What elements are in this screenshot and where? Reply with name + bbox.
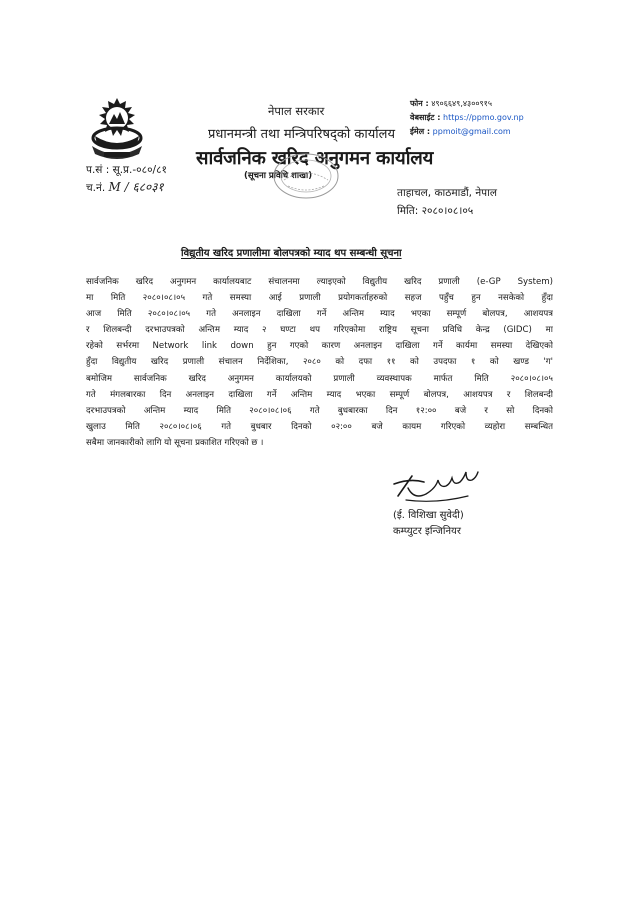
government-name: नेपाल सरकार bbox=[268, 104, 325, 118]
email-link[interactable]: ppmoit@gmail.com bbox=[432, 127, 511, 136]
ps-label: प.सं : bbox=[86, 164, 110, 176]
date-value: २०८०।०८।०५ bbox=[421, 205, 474, 217]
notice-subject: विद्युतीय खरिद प्रणालीमा बोलपत्रको म्याद थप सम्बन्धी सूचना bbox=[181, 248, 402, 259]
handwritten-signature bbox=[390, 466, 490, 506]
notice-body bbox=[86, 274, 553, 451]
contact-website bbox=[410, 114, 524, 122]
notice-line: बमोजिम सार्वजनिक खरिद अनुगमन कार्यालयको प्रणाली व्यवस्थापक मार्फत मिति २०८०।०८।०५ bbox=[86, 373, 553, 384]
signatory-name: (ई. विशिखा सुवेदी) bbox=[393, 510, 464, 521]
branch-name: (सूचना प्रविधि शाखा) bbox=[244, 171, 313, 181]
notice-line: रहेको सर्भरमा Network link down हुन गएको कारण अनलाइन दाखिला गर्ने कार्यमा समस्या देखिएको bbox=[86, 341, 553, 352]
phone-value: ४९०६६४९,४३००९१५ bbox=[431, 99, 493, 108]
email-label: ईमेल : bbox=[410, 127, 431, 136]
office-stamp bbox=[270, 150, 342, 200]
notice-line: गते मंगलबारका दिन अनलाइन दाखिला गर्ने अन्तिम म्याद भएका सम्पूर्ण बोलपत्र, आशयपत्र र शिलबन्दी bbox=[86, 389, 553, 400]
reference-cn bbox=[86, 181, 164, 194]
organization-name: सार्वजनिक खरिद अनुगमन कार्यालय bbox=[196, 148, 434, 169]
notice-line: मा मिति २०८०।०८।०५ गते समस्या आई प्रणाली प्रयोगकर्ताहरुको सहज पहुँच हुन नसकेको हुँदा bbox=[86, 293, 553, 304]
notice-line: आज मिति २०८०।०८।०५ गते अनलाइन दाखिला गर्ने अन्तिम म्याद भएका सम्पूर्ण बोलपत्र, आशयपत्र bbox=[86, 309, 553, 320]
notice-line: सार्वजनिक खरिद अनुगमन कार्यालयबाट संचालनमा ल्याइएको विद्युतीय खरिद प्रणाली (e-GP System) bbox=[86, 277, 553, 287]
notice-line: दरभाउपत्रको अन्तिम म्याद मिति २०८०।०८।०६ गते बुधबारका दिन १२:०० बजे र सो दिनको bbox=[86, 405, 553, 416]
notice-line: हुँदा विद्युतीय खरिद प्रणाली संचालन निर्देशिका, २०८० को दफा ११ को उपदफा १ को खण्ड 'ग' bbox=[86, 357, 553, 368]
contact-phone bbox=[410, 100, 492, 108]
date-label: मिति: bbox=[397, 205, 419, 217]
nepal-emblem-icon bbox=[84, 96, 150, 160]
signatory-designation: कम्प्युटर इन्जिनियर bbox=[393, 526, 461, 537]
website-label: वेबसाईट : bbox=[410, 113, 441, 122]
cn-label: च.नं. bbox=[86, 182, 106, 194]
letter-date bbox=[397, 204, 473, 218]
office-name: प्रधानमन्त्री तथा मन्त्रिपरिषद्को कार्यालय bbox=[208, 127, 395, 142]
notice-line: सबैमा जानकारीको लागि यो सूचना प्रकाशित गरिएको छ । bbox=[86, 437, 264, 448]
ps-value: सू.प्र.-०८०/८१ bbox=[112, 164, 167, 176]
cn-value: M / ६८०३१ bbox=[108, 180, 164, 194]
reference-ps bbox=[86, 165, 167, 176]
contact-email bbox=[410, 128, 511, 136]
website-link[interactable]: https://ppmo.gov.np bbox=[443, 113, 524, 122]
office-address: ताहाचल, काठमाडौं, नेपाल bbox=[397, 187, 497, 199]
notice-line: र शिलबन्दी दरभाउपत्रको अन्तिम म्याद २ घण्टा थप गरिएकोमा राष्ट्रिय सूचना प्रविधि केन्द्र (GIDC) मा bbox=[86, 325, 553, 336]
phone-label: फोन : bbox=[410, 99, 429, 108]
notice-line: खुलाउ मिति २०८०।०८।०६ गते बुधबार दिनको ०२:०० बजे कायम गरिएको व्यहोरा सम्बन्धित bbox=[86, 421, 553, 432]
